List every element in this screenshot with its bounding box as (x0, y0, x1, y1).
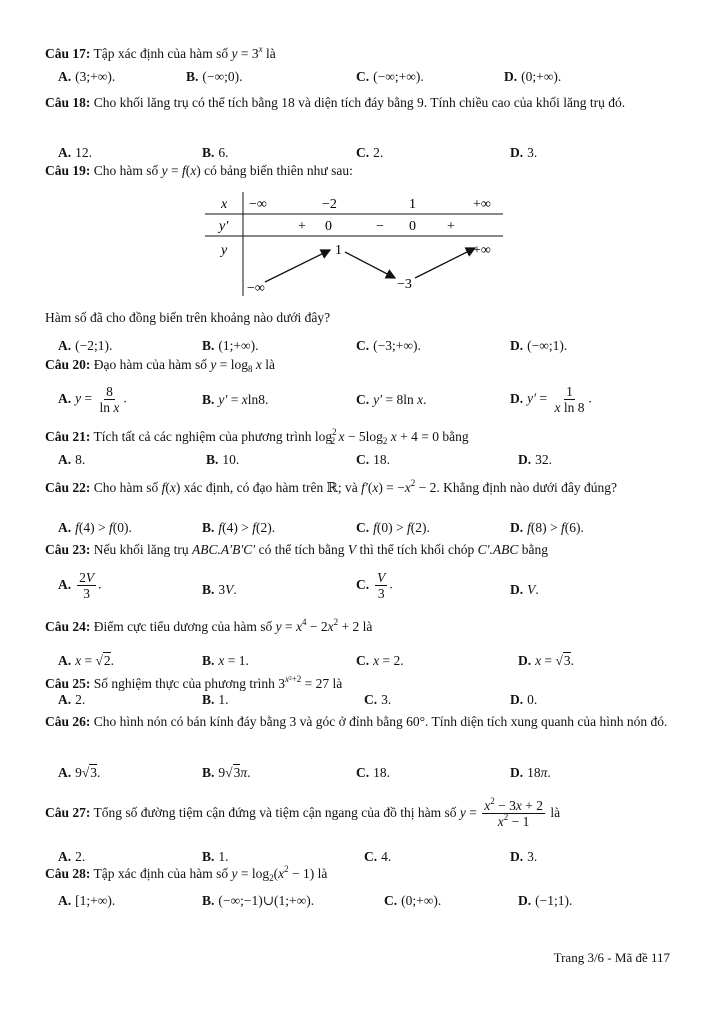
question-text-2: bằng (442, 429, 469, 444)
options-19 (58, 335, 674, 357)
question-text: Tập xác định của hàm số (93, 866, 229, 881)
option-c[interactable]: C. 2. (356, 145, 384, 160)
vt-sign-0: + (298, 219, 306, 234)
option-d[interactable]: D. (−∞;1). (510, 338, 568, 353)
vt-label-y: y (221, 243, 228, 258)
question-label: Câu 18: (45, 95, 91, 110)
vt-x-2: 1 (409, 197, 416, 212)
option-d[interactable]: D. 0. (510, 692, 538, 707)
option-c[interactable]: C. $\frac{V}{3}$ . (356, 570, 393, 601)
vt-x-3: +∞ (473, 197, 491, 212)
vt-label-yprime: y′ (219, 219, 229, 234)
question-label: Câu 27: (45, 805, 91, 820)
question-text: Nếu khối lăng trụ (93, 542, 189, 557)
vt-y-0: −∞ (247, 281, 265, 296)
question-text-3: Hàm số đã cho đồng biến trên khoảng nào dưới đây? (45, 310, 331, 325)
option-b[interactable]: B. y′ = xln8. (202, 392, 269, 407)
vt-arrow-up-2 (415, 248, 475, 278)
question-text: Cho hình nón có bán kính đáy bằng 3 và góc ở đỉnh bằng 60°. Tính diện tích xung quanh của hình nón đó. (93, 714, 668, 729)
option-a[interactable]: A. 12. (58, 145, 92, 160)
options-28 (58, 890, 674, 912)
option-c[interactable]: C. 18. (356, 452, 390, 467)
option-b[interactable]: B. 1. (202, 849, 229, 864)
option-d[interactable]: D. y′ = $\frac{1}{\text{x ln 8}}$ . (510, 384, 592, 415)
question-label: Câu 20: (45, 357, 91, 372)
question-24: Câu 24: Điểm cực tiểu dương của hàm số $y = x^4 - 2x^2 + 2$ là (45, 617, 373, 634)
option-c[interactable]: C. 4. (364, 849, 392, 864)
question-text: Cho hàm số (93, 480, 159, 495)
question-suffix: là (265, 357, 275, 372)
option-b[interactable]: B. 3V. (202, 582, 237, 597)
question-label: Câu 22: (45, 480, 91, 495)
option-a[interactable]: A. 2. (58, 849, 86, 864)
question-suffix: là (362, 619, 373, 634)
question-28: Câu 28: Tập xác định của hàm số $y = \log_2(x^2 - 1)$ là (45, 864, 328, 883)
question-27: Câu 27: Tổng số đường tiệm cận đứng và tiệm cận ngang của đồ thị hàm số y = $\frac{x^2 - 3x + 2}{x^2 - 1}$ là (45, 796, 561, 830)
question-suffix: là (265, 46, 276, 61)
vt-y-2: −3 (397, 277, 412, 292)
question-26 (45, 713, 670, 731)
question-text-4: bằng (521, 542, 549, 557)
option-b[interactable]: B. 1. (202, 692, 229, 707)
option-a[interactable]: A. (−2;1). (58, 338, 113, 353)
question-label: Câu 26: (45, 714, 91, 729)
vt-sign-1: 0 (325, 219, 332, 234)
option-d[interactable]: D. V. (510, 582, 539, 597)
question-19: Câu 19: Cho hàm số y = f(x) có bảng biến thiên như sau: (45, 163, 353, 178)
option-a[interactable]: A. 2. (58, 692, 86, 707)
option-d[interactable]: D. (0;+∞). (504, 69, 562, 84)
question-label: Câu 23: (45, 542, 91, 557)
options-18 (58, 142, 674, 164)
option-b[interactable]: B. (−∞;0). (186, 69, 243, 84)
question-label: Câu 28: (45, 866, 91, 881)
option-c[interactable]: C. (0;+∞). (384, 893, 442, 908)
question-21: Câu 21: Tích tất cả các nghiệm của phương trình $\log^2_2 x - 5\log_2$ x + 4 = 0 bằng (45, 427, 469, 446)
option-b[interactable]: B. 6. (202, 145, 229, 160)
question-text: Tổng số đường tiệm cận đứng và tiệm cận ngang của đồ thị hàm số (93, 805, 457, 820)
option-a[interactable]: A. x = √2. (58, 653, 115, 668)
question-suffix: là (550, 805, 561, 820)
question-label: Câu 19: (45, 163, 91, 178)
question-18 (45, 94, 670, 112)
option-c[interactable]: C. x = 2. (356, 653, 404, 668)
question-text: Điểm cực tiểu dương của hàm số (93, 619, 273, 634)
option-b[interactable]: B. (−∞;−1)∪(1;+∞). (202, 893, 315, 908)
vt-arrow-up-1 (265, 250, 330, 282)
question-23: Câu 23: Nếu khối lăng trụ ABC.A′B′C′ có thể tích bằng V thì thể tích khối chóp C′.ABC bằng (45, 542, 549, 557)
vt-y-3: +∞ (473, 243, 491, 258)
question-text-2: xác định, có đạo hàm trên ℝ; và (183, 480, 358, 495)
option-a[interactable]: A. (3;+∞). (58, 69, 116, 84)
option-b[interactable]: B. x = 1. (202, 653, 249, 668)
vt-sign-4: + (447, 219, 455, 234)
question-suffix: là (332, 676, 343, 691)
question-label: Câu 24: (45, 619, 91, 634)
question-text-3: . Khẳng định nào dưới đây đúng? (436, 480, 617, 495)
option-d[interactable]: D. (−1;1). (518, 893, 573, 908)
vt-sign-3: 0 (409, 219, 416, 234)
page-footer: Trang 3/6 - Mã đề 117 (553, 950, 670, 965)
question-20: Câu 20: Đạo hàm của hàm số $y = \log_8 x$ là (45, 357, 275, 374)
option-d[interactable]: D. 32. (518, 452, 552, 467)
option-d[interactable]: D. 18π. (510, 765, 551, 780)
option-d[interactable]: D. x = √3. (518, 653, 575, 668)
option-c[interactable]: C. 18. (356, 765, 390, 780)
options-17 (58, 66, 674, 88)
question-label: Câu 21: (45, 429, 91, 444)
option-b[interactable]: B. 9√3π. (202, 765, 251, 780)
option-c[interactable]: C. (−3;+∞). (356, 338, 421, 353)
option-d[interactable]: D. 3. (510, 849, 538, 864)
variation-table (205, 188, 505, 300)
question-suffix: là (317, 866, 328, 881)
question-label: Câu 25: (45, 676, 91, 691)
vt-label-x: x (221, 197, 228, 212)
option-c[interactable]: C. f(0) > f(2). (356, 520, 430, 535)
option-b[interactable]: B. (1;+∞). (202, 338, 259, 353)
question-text: Cho hàm số (93, 163, 159, 178)
options-23 (58, 570, 674, 610)
option-d[interactable]: D. 3. (510, 145, 538, 160)
question-22: Câu 22: Cho hàm số f(x) xác định, có đạo hàm trên ℝ; và $f'(x) = -x^2 - 2$. Khẳng định nào dưới đây đúng? (45, 478, 617, 495)
options-21 (58, 449, 674, 471)
option-b[interactable]: B. f(4) > f(2). (202, 520, 276, 535)
vt-y-1: 1 (335, 243, 342, 258)
question-17: Câu 17: Tập xác định của hàm số $y = 3^x$ là (45, 44, 276, 61)
vt-x-0: −∞ (249, 197, 267, 212)
question-19-prompt (45, 309, 670, 327)
question-text-2: có bảng biến thiên như sau: (204, 163, 353, 178)
question-text-3: thì thể tích khối chóp (359, 542, 475, 557)
options-26 (58, 762, 674, 784)
question-text: Số nghiệm thực của phương trình (93, 676, 275, 691)
question-text: Đạo hàm của hàm số (93, 357, 207, 372)
options-24 (58, 650, 674, 672)
option-c[interactable]: C. 3. (364, 692, 392, 707)
question-text-2: có thể tích bằng (258, 542, 345, 557)
question-text: Tích tất cả các nghiệm của phương trình (93, 429, 312, 444)
question-text: Cho khối lăng trụ có thể tích bằng 18 và diện tích đáy bằng 9. Tính chiều cao của khối lăng trụ đó. (93, 95, 626, 110)
option-c[interactable]: C. y′ = 8ln x. (356, 392, 427, 407)
option-a[interactable]: A. 8. (58, 452, 86, 467)
options-22 (58, 517, 674, 539)
option-a[interactable]: A. 9√3. (58, 765, 101, 780)
question-label: Câu 17: (45, 46, 91, 61)
option-b[interactable]: B. 10. (206, 452, 240, 467)
option-a[interactable]: A. f(4) > f(0). (58, 520, 132, 535)
options-25 (58, 691, 674, 709)
option-d[interactable]: D. f(8) > f(6). (510, 520, 584, 535)
question-text: Tập xác định của hàm số (93, 46, 229, 61)
option-a[interactable]: A. y = $\frac{8}{\text{ln x}}$ . (58, 384, 127, 415)
options-20 (58, 384, 674, 416)
option-a[interactable]: A. [1;+∞). (58, 893, 116, 908)
option-a[interactable]: A. $\frac{2V}{3}$ . (58, 570, 102, 601)
question-25: Câu 25: Số nghiệm thực của phương trình $3^{x^2+2} = 27$ là (45, 674, 343, 691)
vt-x-1: −2 (322, 197, 337, 212)
option-c[interactable]: C. (−∞;+∞). (356, 69, 424, 84)
vt-arrow-down (345, 252, 395, 278)
vt-sign-2: − (376, 219, 384, 234)
